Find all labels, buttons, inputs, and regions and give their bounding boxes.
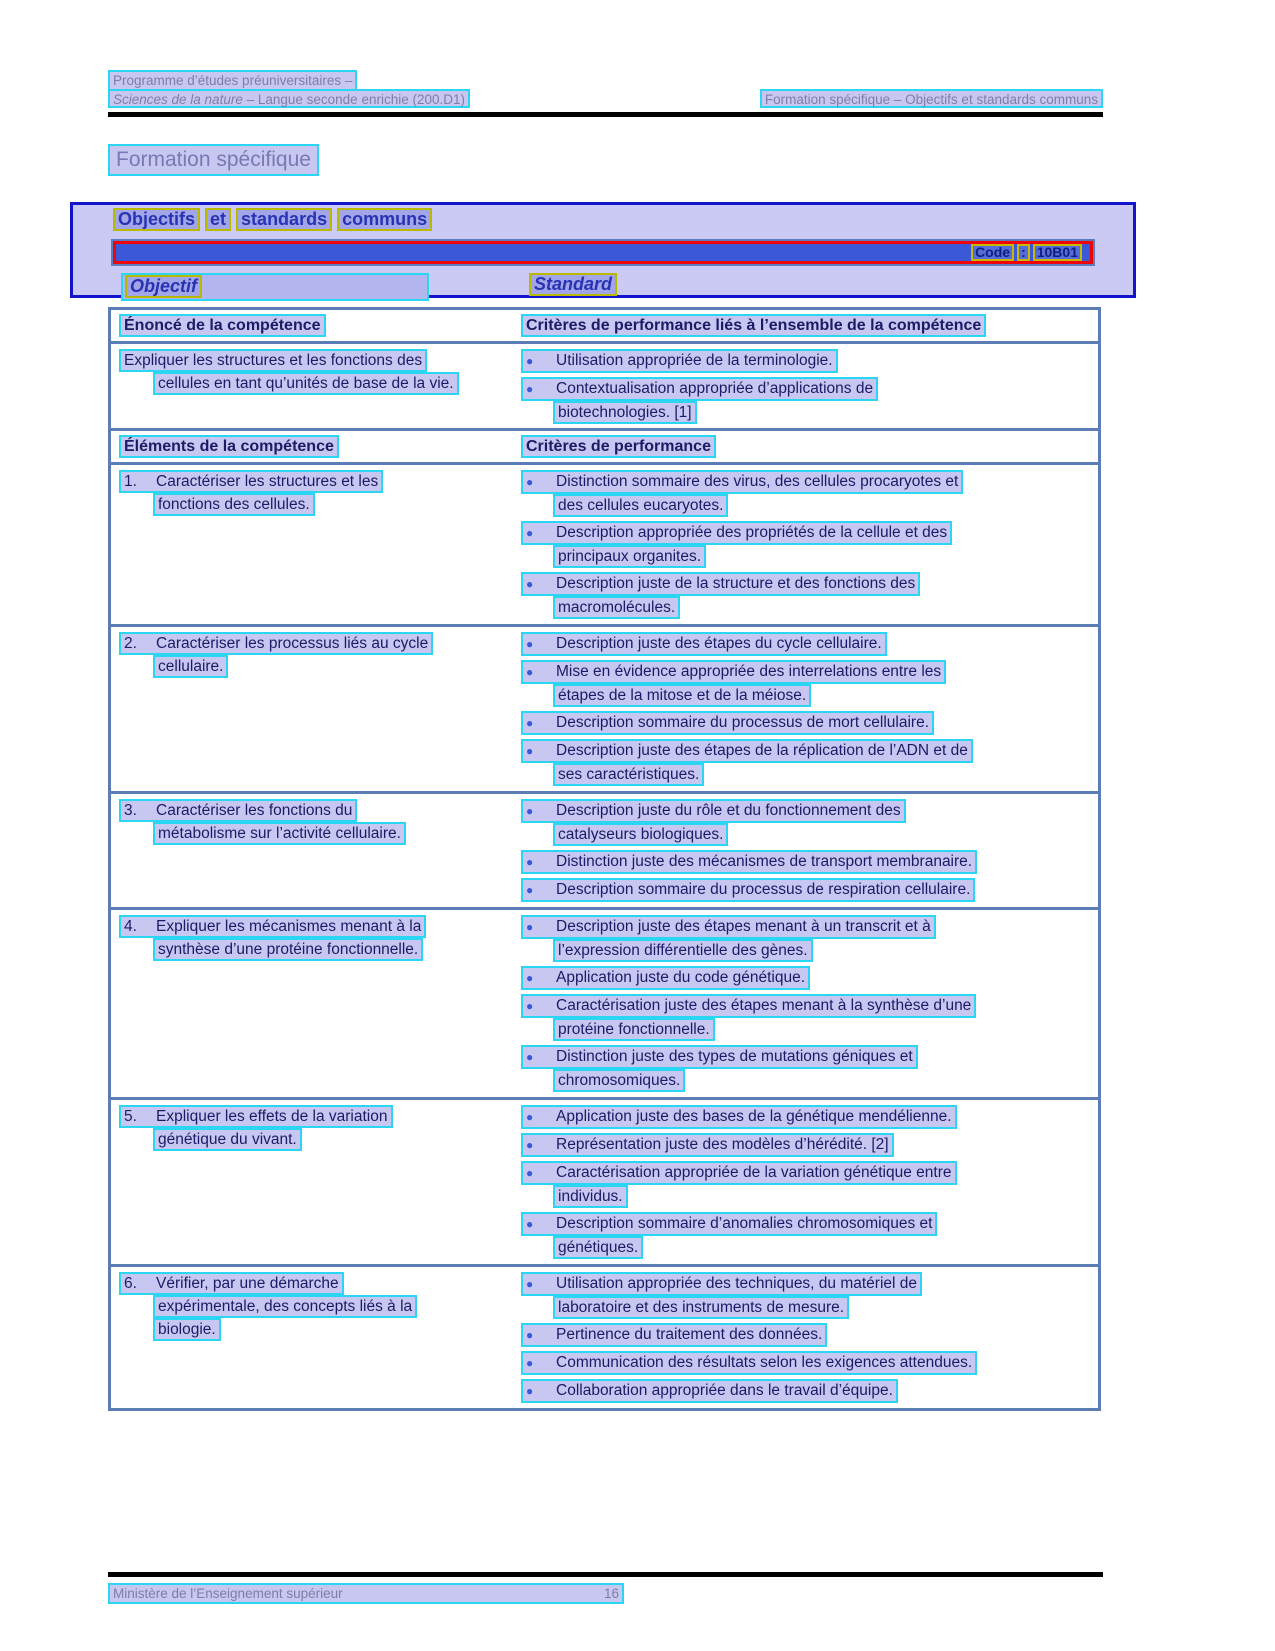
criterion-item [521,878,1092,902]
bullet-icon: ● [526,577,534,591]
item-text-line: cellulaire. [153,655,228,678]
elements-table-header [111,431,1098,465]
item-number: 3. [124,802,137,819]
criterion-text-line: ● Communication des résultats selon les exigences attendues. [521,1351,977,1375]
table-row [111,624,1098,791]
bullet-icon: ● [526,855,534,869]
criterion-text-line: ● Description juste de la structure et des fonctions des [521,572,920,596]
standard-label: Standard [529,273,617,296]
criterion-text-line: ● Description juste des étapes du cycle cellulaire. [521,632,887,656]
section-heading-word: et [205,208,231,231]
standard-label-box [529,273,622,296]
criterion-text-line: biotechnologies. [1] [553,401,697,424]
elements-table-body [111,465,1098,1408]
header-section-text: Formation spécifique – Objectifs et standards communs [760,89,1103,108]
elements-header-right: Critères de performance [521,435,716,458]
criterion-text-line: étapes de la mitose et de la méiose. [553,684,811,707]
criterion-text-line: ● Distinction sommaire des virus, des cellules procaryotes et [521,470,963,494]
item-text-line: expérimentale, des concepts liés à la [153,1295,417,1318]
criterion-text-line: ● Distinction juste des mécanismes de transport membranaire. [521,850,977,874]
criterion-text-line: ● Contextualisation appropriée d’applications de [521,377,878,401]
elements-header-left: Éléments de la compétence [119,435,339,458]
table-row [111,907,1098,1097]
objectif-standard-row [121,273,1133,301]
competence-table-body [111,344,1098,429]
row-left-cell [111,799,521,902]
item-number: 5. [124,1108,137,1125]
objectif-label-box [121,273,429,301]
criterion-text-line: ● Description sommaire du processus de respiration cellulaire. [521,878,975,902]
criterion-text-line: l’expression différentielle des gènes. [553,939,813,962]
criterion-item [521,739,1092,786]
item-number: 4. [124,918,137,935]
criterion-item [521,1272,1092,1319]
item-text-line: 6. Vérifier, par une démarche [119,1272,344,1295]
bullet-icon: ● [526,1277,534,1291]
criterion-text-line: ● Application juste des bases de la génétique mendélienne. [521,1105,957,1129]
header-course-rest: – Langue seconde enrichie (200.D1) [242,92,465,107]
bullet-icon: ● [526,1110,534,1124]
criterion-text-line: ● Caractérisation appropriée de la variation génétique entre [521,1161,957,1185]
section-heading-word: standards [236,208,332,231]
bullet-icon: ● [526,804,534,818]
code-strip [111,239,1095,266]
criterion-text-line: ● Utilisation appropriée des techniques, du matériel de [521,1272,922,1296]
bullet-icon: ● [526,1384,534,1398]
row-left-cell [111,470,521,619]
criterion-item [521,966,1092,990]
item-number: 1. [124,473,137,490]
elements-header-right-cell [521,435,1098,458]
table-row [111,465,1098,624]
objectif-label: Objectif [125,275,202,298]
criterion-text-line: macromolécules. [553,596,680,619]
section-heading-word: communs [337,208,432,231]
criterion-item [521,1133,1092,1157]
item-text-line: 4. Expliquer les mécanismes menant à la [119,915,426,938]
criterion-item [521,660,1092,707]
competence-header-right-cell [521,314,1098,337]
item-text-line: cellules en tant qu’unités de base de la vie. [153,372,459,395]
footer-rule [108,1572,1103,1577]
table-row [111,1097,1098,1264]
criterion-item [521,1379,1092,1403]
code-colon: : [1017,244,1030,261]
bullet-icon: ● [526,526,534,540]
criterion-text-line: principaux organites. [553,545,706,568]
criterion-text-line: laboratoire et des instruments de mesure. [553,1296,849,1319]
elements-header-left-cell [111,435,521,458]
header-course-italic: Sciences de la nature [113,92,243,107]
criterion-item [521,572,1092,619]
item-text-line: 5. Expliquer les effets de la variation [119,1105,393,1128]
item-text-line: biologie. [153,1318,221,1341]
table-row [111,344,1098,429]
criterion-item [521,1105,1092,1129]
row-right-cell [521,349,1098,424]
bullet-icon: ● [526,920,534,934]
header-line-2 [108,89,1103,108]
footer-page-number: 16 [603,1586,619,1601]
row-left-cell [111,632,521,786]
criterion-text-line: ● Description sommaire d’anomalies chromosomiques et [521,1212,937,1236]
header-line-1 [108,70,1103,89]
bullet-icon: ● [526,716,534,730]
header-course-text [108,89,470,108]
criterion-item [521,1161,1092,1208]
competence-table [108,307,1101,432]
bullet-icon: ● [526,1166,534,1180]
criterion-text-line: ● Description appropriée des propriétés de la cellule et des [521,521,952,545]
criterion-item [521,632,1092,656]
criterion-text-line: ● Description juste du rôle et du fonctionnement des [521,799,906,823]
footer-ministry: Ministère de l’Enseignement supérieur [113,1586,343,1601]
row-right-cell [521,915,1098,1092]
criterion-text-line: ● Utilisation appropriée de la terminologie. [521,349,838,373]
code-value: 10B01 [1033,244,1082,261]
competence-header-left-cell [111,314,521,337]
bullet-icon: ● [526,665,534,679]
criterion-text-line: individus. [553,1185,628,1208]
item-text-line: fonctions des cellules. [153,493,315,516]
page-title-wrap [108,144,319,176]
criterion-item [521,711,1092,735]
item-text-line: Expliquer les structures et les fonctions des [119,349,427,372]
criterion-text-line: ● Représentation juste des modèles d’hérédité. [2] [521,1133,894,1157]
bullet-icon: ● [526,1138,534,1152]
table-row [111,791,1098,907]
header-program-text: Programme d’études préuniversitaires – [108,70,357,91]
criterion-text-line: des cellules eucaryotes. [553,494,728,517]
elements-table [108,428,1101,1411]
bullet-icon: ● [526,883,534,897]
criterion-text-line: ses caractéristiques. [553,763,704,786]
criterion-text-line: chromosomiques. [553,1069,685,1092]
page-title: Formation spécifique [108,144,319,176]
bullet-icon: ● [526,475,534,489]
row-left-cell [111,349,521,424]
item-text-line: 3. Caractériser les fonctions du [119,799,357,822]
criterion-text-line: ● Caractérisation juste des étapes menant à la synthèse d’une [521,994,976,1018]
criterion-item [521,349,1092,373]
code-bar [113,241,1093,264]
criterion-item [521,915,1092,962]
competence-header-left: Énoncé de la compétence [119,314,326,337]
row-left-cell [111,1105,521,1259]
section-heading [113,208,1133,231]
header-rule [108,112,1103,117]
criterion-text-line: catalyseurs biologiques. [553,823,728,846]
criterion-text-line: ● Application juste du code génétique. [521,966,810,990]
item-text-line: 2. Caractériser les processus liés au cycle [119,632,433,655]
objectifs-standards-box [70,202,1136,298]
bullet-icon: ● [526,999,534,1013]
competence-header-right: Critères de performance liés à l’ensemble de la compétence [521,314,986,337]
criterion-text-line: ● Collaboration appropriée dans le travail d’équipe. [521,1379,898,1403]
item-text-line: métabolisme sur l’activité cellulaire. [153,822,406,845]
bullet-icon: ● [526,1328,534,1342]
item-number: 6. [124,1275,137,1292]
bullet-icon: ● [526,1217,534,1231]
criterion-text-line: ● Description sommaire du processus de mort cellulaire. [521,711,934,735]
bullet-icon: ● [526,354,534,368]
criterion-text-line: protéine fonctionnelle. [553,1018,715,1041]
row-right-cell [521,632,1098,786]
criterion-item [521,799,1092,846]
criterion-item [521,1351,1092,1375]
criterion-item [521,850,1092,874]
criterion-item [521,1045,1092,1092]
item-text-line: synthèse d’une protéine fonctionnelle. [153,938,423,961]
section-heading-word: Objectifs [113,208,200,231]
bullet-icon: ● [526,744,534,758]
criterion-item [521,470,1092,517]
code-label: Code [971,244,1014,261]
row-right-cell [521,1272,1098,1403]
item-number: 2. [124,635,137,652]
row-right-cell [521,799,1098,902]
item-text-line: génétique du vivant. [153,1128,302,1151]
bullet-icon: ● [526,637,534,651]
criterion-text-line: ● Pertinence du traitement des données. [521,1323,827,1347]
criterion-text-line: ● Mise en évidence appropriée des interrelations entre les [521,660,946,684]
criterion-item [521,1212,1092,1259]
criterion-item [521,377,1092,424]
criterion-item [521,1323,1092,1347]
criterion-text-line: ● Description juste des étapes menant à un transcrit et à [521,915,936,939]
criterion-text-line: ● Description juste des étapes de la réplication de l’ADN et de [521,739,973,763]
page-footer [108,1572,1103,1604]
bullet-icon: ● [526,382,534,396]
bullet-icon: ● [526,1050,534,1064]
criterion-text-line: génétiques. [553,1236,643,1259]
bullet-icon: ● [526,1356,534,1370]
row-right-cell [521,1105,1098,1259]
criterion-text-line: ● Distinction juste des types de mutations géniques et [521,1045,918,1069]
table-row [111,1264,1098,1408]
item-text-line: 1. Caractériser les structures et les [119,470,383,493]
row-right-cell [521,470,1098,619]
row-left-cell [111,1272,521,1403]
row-left-cell [111,915,521,1092]
footer-text-box [108,1583,624,1604]
bullet-icon: ● [526,971,534,985]
criterion-item [521,994,1092,1041]
page-header [108,70,1103,117]
competence-table-header [111,310,1098,344]
criterion-item [521,521,1092,568]
